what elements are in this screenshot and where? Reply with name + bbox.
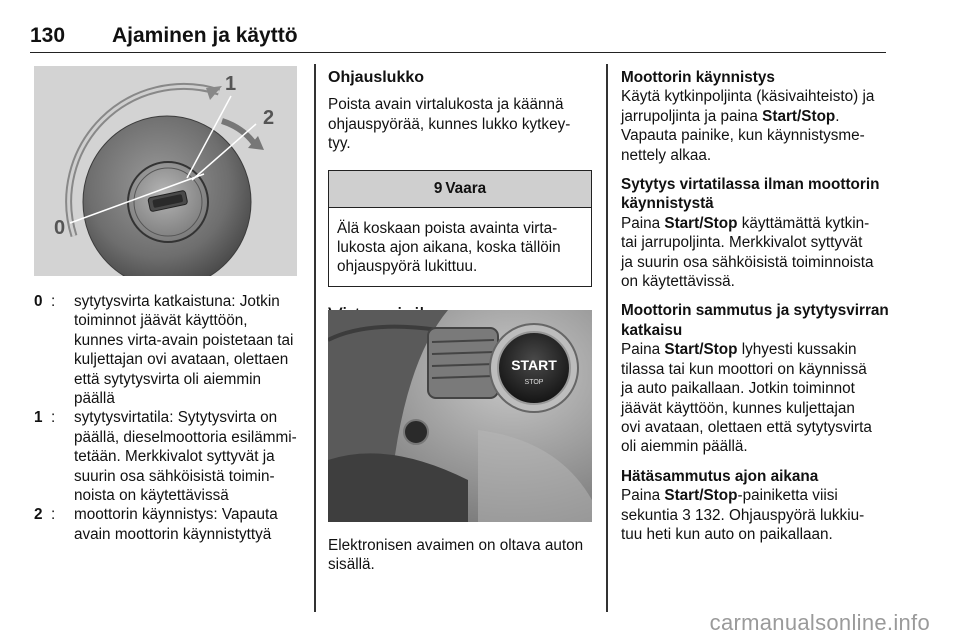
legend-line: kunnes virta-avain poistetaan tai — [74, 331, 294, 349]
text-run: Paina — [621, 487, 665, 505]
text-run: ovi avataan, olettaen että sytytysvirta — [621, 418, 872, 436]
text-run: Käytä kytkinpoljinta (käsivaihteisto) ja — [621, 88, 875, 106]
legend-separator: : — [51, 409, 56, 427]
text-line — [621, 506, 893, 525]
chapter-title: Ajaminen ja käyttö — [112, 24, 298, 47]
page-reference-icon[interactable]: 3 — [682, 506, 691, 524]
text-run: ja suurin osa sähköisistä toiminnoista — [621, 253, 874, 271]
section-title: Hätäsammutus ajon aikana — [621, 467, 819, 485]
text-run: tuu heti kun auto on paikallaan. — [621, 525, 833, 543]
section-title: katkaisu — [621, 321, 683, 339]
text-run: nettely alkaa. — [621, 146, 712, 164]
page-number: 130 — [30, 24, 66, 47]
legend-item-1 — [34, 408, 302, 505]
legend-line: tetään. Merkkivalot syttyvät ja — [74, 448, 275, 466]
right-section — [621, 467, 893, 545]
bold-term: Start/Stop — [664, 341, 738, 359]
text-line — [621, 272, 893, 291]
text-run: jäävät käyttöön, kunnes kuljettajan — [621, 399, 855, 417]
legend-line: suurin osa sähköisistä toimin- — [74, 467, 275, 485]
text-run: . — [835, 107, 840, 125]
section-title: Sytytys virtatilassa ilman moottorin — [621, 176, 880, 194]
text-line — [621, 360, 893, 379]
column-divider-2 — [606, 64, 608, 612]
ignition-legend — [34, 292, 302, 544]
text-line — [621, 253, 893, 272]
text-line — [621, 214, 893, 233]
text-line: Elektronisen avaimen on oltava auton — [328, 537, 584, 554]
bold-term: Start/Stop — [762, 107, 836, 125]
legend-key: 2 — [34, 506, 43, 524]
legend-item-2 — [34, 505, 302, 544]
legend-line: päällä — [74, 390, 115, 408]
warning-body — [329, 208, 591, 286]
ignition-switch-figure — [34, 66, 297, 276]
legend-line: päällä, dieselmoottoria esilämmi- — [74, 428, 297, 446]
text-line — [621, 340, 893, 359]
text-line — [621, 399, 893, 418]
text-line — [621, 107, 893, 126]
warning-title: Vaara — [445, 179, 487, 197]
legend-separator: : — [51, 293, 56, 310]
watermark: carmanualsonline.info — [709, 610, 930, 635]
right-section — [621, 68, 893, 165]
text-line: ohjauspyörä lukittuu. — [337, 258, 478, 276]
text-run: on käytettävissä. — [621, 273, 735, 291]
text-run: tilassa tai kun moottori on käynnissä — [621, 360, 867, 378]
text-line — [621, 87, 893, 106]
text-run: -painiketta viisi — [737, 487, 838, 505]
text-run: sekuntia — [621, 506, 683, 524]
figure-label-2: 2 — [263, 107, 275, 129]
middle-column — [328, 68, 592, 339]
bold-term: Start/Stop — [664, 487, 738, 505]
text-run: 132. Ohjauspyörä lukkiu- — [690, 506, 865, 524]
text-line: Poista avain virtalukosta ja käännä — [328, 96, 564, 114]
text-line — [621, 486, 893, 505]
text-run: Paina — [621, 214, 665, 232]
text-line: ohjauspyörää, kunnes lukko kytkey- — [328, 115, 571, 133]
legend-line: sytytysvirta katkaistuna: Jotkin — [74, 293, 280, 310]
text-run: lyhyesti kussakin — [737, 341, 857, 359]
text-line: lukosta ajon aikana, koska tällöin — [337, 239, 561, 257]
text-run: Vapauta painike, kun käynnistysme- — [621, 127, 865, 145]
figure-label-0: 0 — [54, 217, 66, 239]
warning-icon: 9 — [433, 179, 443, 197]
section-title: Moottorin käynnistys — [621, 69, 775, 86]
warning-header — [329, 171, 591, 208]
legend-line: avain moottorin käynnistyttyä — [74, 525, 272, 543]
section-title: käynnistystä — [621, 195, 714, 213]
legend-line: kuljettajan ovi avataan, olettaen — [74, 351, 289, 369]
text-line — [621, 146, 893, 165]
text-line — [621, 379, 893, 398]
section-title: Moottorin sammutus ja sytytysvirran — [621, 302, 889, 320]
start-stop-figure — [328, 310, 592, 522]
right-section — [621, 175, 893, 291]
right-column — [621, 68, 893, 554]
bold-term: Start/Stop — [664, 214, 738, 232]
legend-line: moottorin käynnistys: Vapauta — [74, 506, 278, 524]
page-header — [30, 22, 886, 53]
start-stop-photo-illustration — [328, 310, 592, 522]
legend-separator: : — [51, 506, 56, 524]
start-button-label: START — [511, 357, 557, 373]
legend-line: noista on käytettävissä — [74, 487, 229, 505]
text-run: tai jarrupoljinta. Merkkivalot syttyvät — [621, 234, 863, 252]
text-line — [621, 525, 893, 544]
text-line — [621, 437, 893, 456]
text-line: Älä koskaan poista avainta virta- — [337, 219, 558, 237]
legend-line: sytytysvirtatila: Sytytysvirta on — [74, 409, 278, 427]
text-line: sisällä. — [328, 556, 375, 574]
text-run: ja auto paikallaan. Jotkin toiminnot — [621, 380, 855, 398]
column-divider-1 — [314, 64, 316, 612]
stop-button-label: STOP — [524, 379, 544, 386]
text-run: jarrupoljinta ja paina — [621, 107, 763, 125]
legend-line: toiminnot jäävät käyttöön, — [74, 312, 248, 330]
warning-box — [328, 170, 592, 287]
legend-line: että sytytysvirta oli aiemmin — [74, 370, 262, 388]
text-line — [621, 418, 893, 437]
figure-label-1: 1 — [225, 73, 237, 95]
legend-key: 1 — [34, 409, 43, 427]
ignition-switch-illustration — [34, 66, 297, 276]
legend-item-0 — [34, 292, 302, 408]
text-run: Paina — [621, 341, 665, 359]
text-line — [621, 126, 893, 145]
section-title-ohjauslukko: Ohjauslukko — [328, 69, 425, 86]
text-run: käyttämättä kytkin- — [737, 214, 870, 232]
right-section — [621, 301, 893, 456]
start-stop-caption — [328, 536, 596, 575]
text-line: tyy. — [328, 135, 351, 153]
ohjauslukko-text — [328, 95, 592, 153]
text-line — [621, 233, 893, 252]
text-run: oli aiemmin päällä. — [621, 438, 748, 456]
legend-key: 0 — [34, 293, 43, 310]
